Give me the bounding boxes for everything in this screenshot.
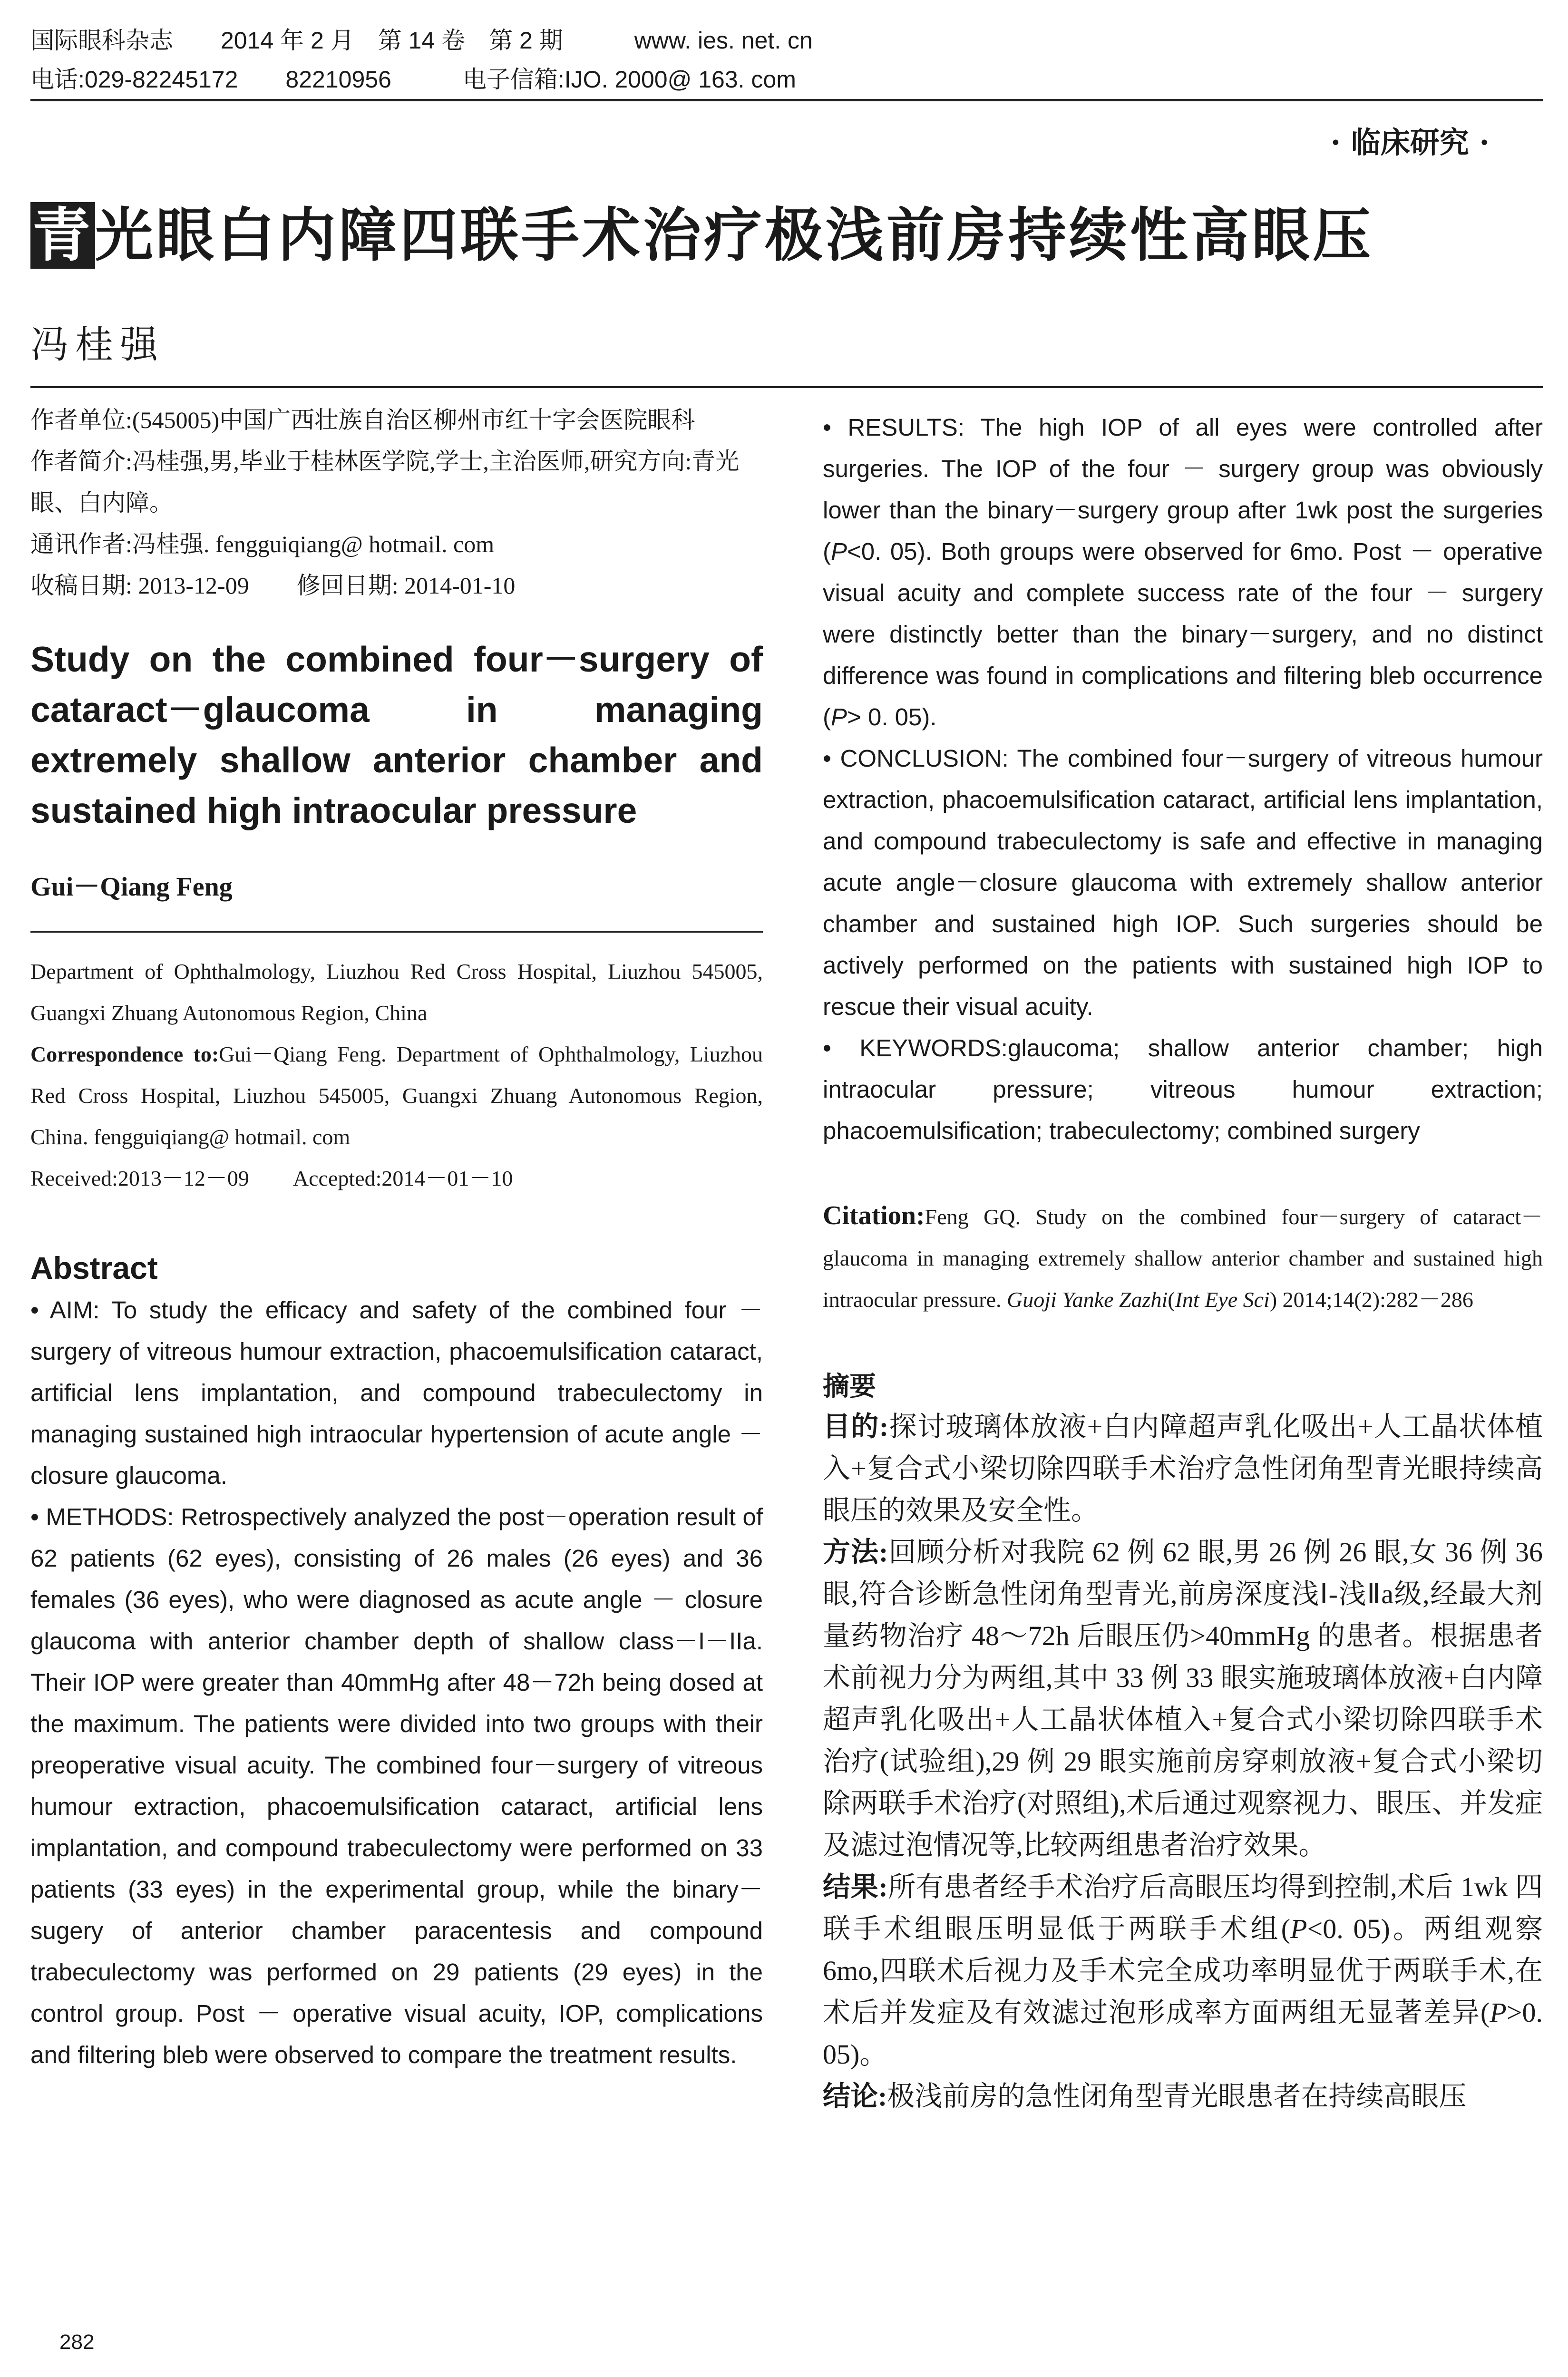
correspondence-label: Correspondence to: (30, 1042, 219, 1066)
citation-ref: 2014;14(2):282－286 (1282, 1287, 1473, 1312)
citation-journal: Guoji Yanke Zazhi (1007, 1287, 1168, 1312)
journal-website: www. ies. net. cn (634, 27, 813, 54)
title-rest: 光眼白内障四联手术治疗极浅前房持续性高眼压 (95, 202, 1373, 269)
cn-conclusion (823, 2075, 1543, 2117)
cn-results-label: 结果: (823, 1871, 888, 1902)
cn-abstract-body (823, 1406, 1543, 2117)
left-column (30, 399, 763, 2075)
journal-phone: 电话:029-82245172 82210956 (30, 66, 391, 93)
header-rule (30, 99, 1543, 101)
abstract-heading: Abstract (30, 1250, 158, 1286)
title-first-char: 青 (30, 202, 95, 269)
keywords-text: glaucoma; shallow anterior chamber; high intraocular pressure; vitreous humour extraction; phacoemulsification; trabeculectomy; combined surgery (823, 1034, 1543, 1144)
abstract-methods (30, 1496, 763, 2075)
received-dates: 收稿日期: 2013-12-09 修回日期: 2014-01-10 (30, 572, 516, 599)
cn-abstract-heading: 摘要 (823, 1372, 876, 1402)
english-title: Study on the combined four－surgery of cataract－glaucoma in managing extremely shallow anterior chamber and sustained high intraocular pressure (30, 639, 763, 830)
corresponding-author: 通讯作者:冯桂强. fengguiqiang@ hotmail. com (30, 531, 495, 557)
affiliation-dept: Department of Ophthalmology, Liuzhou Red Cross Hospital, Liuzhou 545005, Guangxi Zhuang Autonomous Region, China (30, 959, 763, 1025)
cn-results-p-2: P (1490, 1997, 1507, 2028)
affiliation-rule (30, 931, 763, 933)
author-info-block (30, 399, 763, 606)
aim-text: To study the efficacy and safety of the combined four － surgery of vitreous humour extraction, phacoemulsification cataract, artificial lens implantation, and compound trabeculectomy in managing sustained high intraocular hypertension of acute angle － closure glaucoma. (30, 1296, 763, 1489)
abstract-conclusion (823, 738, 1543, 1027)
results-p-value-2: P (830, 703, 847, 731)
results-text-a: The high IOP of all eyes were controlled after surgeries. The IOP of the four － surgery group was obviously lower than the binary－surgery group after 1wk post the surgeries ( (823, 414, 1543, 565)
results-label: • RESULTS: (823, 414, 964, 441)
correspondence (30, 1033, 763, 1158)
title-rule (30, 386, 1543, 388)
author-name-cn: 冯桂强 (30, 322, 165, 367)
cn-results-text-a: 所有患者经手术治疗后高眼压均得到控制,术后 1wk 四联手术组眼压明显低于两联手术组( (823, 1871, 1543, 1944)
results-text-b: <0. 05). Both groups were observed for 6mo. Post － operative visual acuity and complete success rate of the four － surgery were distinctly better than the binary－surgery, and no distinct difference was found in complications and filtering bleb occurrence ( (823, 538, 1543, 731)
citation-text: Feng GQ. Study on the combined four－surgery of cataract－glaucoma in managing extremely shallow anterior chamber and sustained high intraocular pressure. (823, 1205, 1543, 1312)
citation-label: Citation: (823, 1201, 925, 1230)
cn-results-p-1: P (1290, 1913, 1307, 1944)
aim-label: • AIM: (30, 1296, 100, 1324)
journal-name: 国际眼科杂志 (30, 27, 173, 54)
abstract-body-left (30, 1289, 763, 2075)
keywords-label: • KEYWORDS: (823, 1034, 1008, 1062)
article-title (30, 202, 1373, 269)
author-unit: 作者单位:(545005)中国广西壮族自治区柳州市红十字会医院眼科 (30, 407, 695, 433)
results-p-value-1: P (830, 538, 847, 565)
cn-aim (823, 1406, 1543, 1531)
cn-results-text-c: >0. 05)。 (823, 1997, 1543, 2070)
cn-aim-label: 目的: (823, 1411, 889, 1442)
header-line-2 (30, 60, 1543, 99)
cn-conclusion-label: 结论: (823, 2081, 887, 2112)
header-line-1 (30, 21, 1543, 60)
conclusion-label: • CONCLUSION: (823, 745, 1009, 772)
issue-info: 2014 年 2 月 第 14 卷 第 2 期 (221, 27, 563, 54)
journal-email: 电子信箱:IJO. 2000@ 163. com (462, 66, 796, 93)
cn-methods-label: 方法: (823, 1537, 888, 1568)
cn-results-text-b: <0. 05)。两组观察 6mo,四联术后视力及手术完全成功率明显优于两联手术,在术后并发症及有效滤过泡形成率方面两组无显著差异( (823, 1913, 1543, 2028)
abstract-keywords (823, 1027, 1543, 1151)
right-column (823, 407, 1543, 2117)
cn-results (823, 1866, 1543, 2075)
section-tag: · 临床研究 · (1330, 125, 1490, 160)
cn-methods-text: 回顾分析对我院 62 例 62 眼,男 26 例 26 眼,女 36 例 36 眼,符合诊断急性闭角型青光,前房深度浅Ⅰ-浅Ⅱa级,经最大剂量药物治疗 48～72h 后眼压仍>40mmHg 的患者。根据患者术前视力分为两组,其中 33 例 33 眼实施玻璃体放液+白内障超声乳化吸出+人工晶状体植入+复合式小梁切除四联手术治疗(试验组),29 例 29 眼实施前房穿刺放液+复合式小梁切除两联手术治疗(对照组),术后通过观察视力、眼压、并发症及滤过泡情况等,比较两组患者治疗效果。 (823, 1537, 1543, 1861)
received-accepted: Received:2013－12－09 Accepted:2014－01－10 (30, 1166, 513, 1190)
journal-header (30, 21, 1543, 111)
cn-methods (823, 1531, 1543, 1866)
correspondence-text: Gui－Qiang Feng. Department of Ophthalmology, Liuzhou Red Cross Hospital, Liuzhou 545005, Guangxi Zhuang Autonomous Region, China. fengguiqiang@ hotmail. com (30, 1042, 763, 1149)
affiliation-block (30, 951, 763, 1199)
cn-aim-text: 探讨玻璃体放液+白内障超声乳化吸出+人工晶状体植入+复合式小梁切除四联手术治疗急性闭角型青光眼持续高眼压的效果及安全性。 (823, 1411, 1543, 1526)
citation-journal-abbr: Int Eye Sci (1175, 1287, 1270, 1312)
cn-conclusion-text: 极浅前房的急性闭角型青光眼患者在持续高眼压 (887, 2081, 1467, 2112)
abstract-results (823, 407, 1543, 738)
methods-label: • METHODS: (30, 1503, 174, 1530)
results-text-c: > 0. 05). (847, 703, 937, 731)
abstract-aim (30, 1289, 763, 1496)
abstract-body-right (823, 407, 1543, 1151)
english-author: Gui－Qiang Feng (30, 872, 233, 902)
author-bio: 作者简介:冯桂强,男,毕业于桂林医学院,学士,主治医师,研究方向:青光眼、白内障。 (30, 448, 740, 516)
citation-block: Citation:Feng GQ. Study on the combined four－surgery of cataract－glaucoma in managing extremely shallow anterior chamber and sustained high intraocular pressure. Guoji Yanke Zazhi(Int Eye Sci) 2014;14(2):282－286 (823, 1201, 1543, 1312)
page-number: 282 (59, 2330, 95, 2354)
conclusion-text: The combined four－surgery of vitreous humour extraction, phacoemulsification cataract, artificial lens implantation, and compound trabeculectomy is safe and effective in managing acute angle－closure glaucoma with extremely shallow anterior chamber and sustained high IOP. Such surgeries should be actively performed on the patients with sustained high IOP to rescue their visual acuity. (823, 745, 1543, 1020)
methods-text: Retrospectively analyzed the post－operation result of 62 patients (62 eyes), consisting of 26 males (26 eyes) and 36 females (36 eyes), who were diagnosed as acute angle － closure glaucoma with anterior chamber depth of shallow class－I－IIa. Their IOP were greater than 40mmHg after 48－72h being dosed at the maximum. The patients were divided into two groups with their preoperative visual acuity. The combined four－surgery of vitreous humour extraction, phacoemulsification cataract, artificial lens implantation, and compound trabeculectomy were performed on 33 patients (33 eyes) in the experimental group, while the binary－sugery of anterior chamber paracentesis and compound trabeculectomy was performed on 29 patients (29 eyes) in the control group. Post － operative visual acuity, IOP, complications and filtering bleb were observed to compare the treatment results. (30, 1503, 763, 2068)
